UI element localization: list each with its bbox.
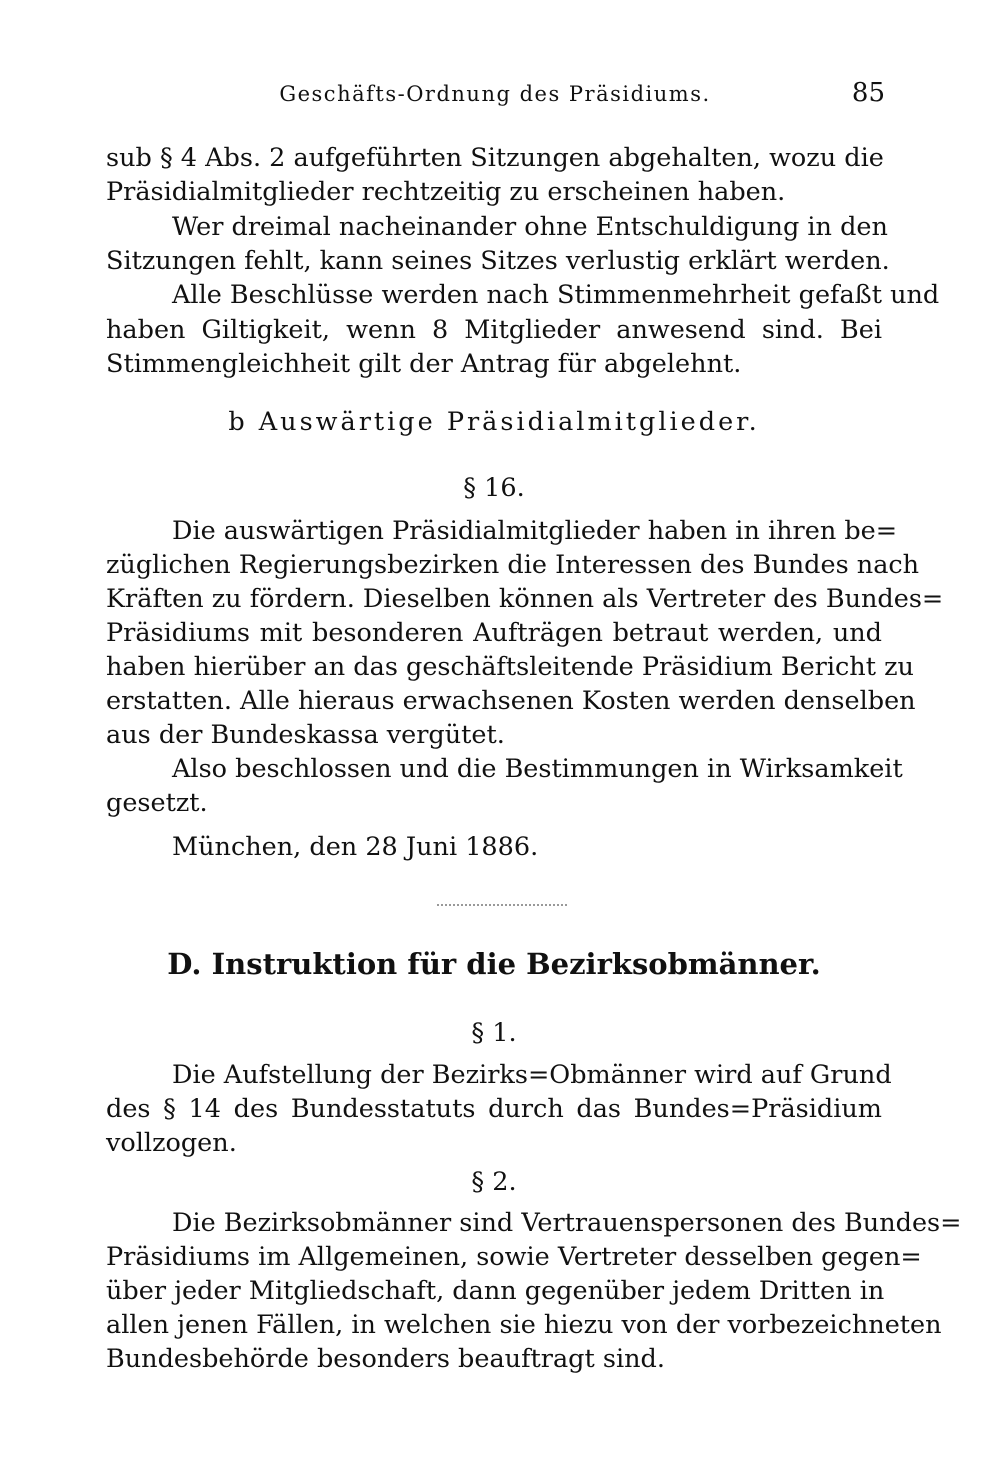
- text-line: allen jenen Fällen, in welchen sie hiezu von der vorbezeichneten: [106, 1310, 942, 1340]
- text-line: erstatten. Alle hieraus erwachsenen Kosten werden denselben: [106, 686, 916, 716]
- running-header: [105, 78, 885, 114]
- page-number: 85: [851, 78, 885, 108]
- text-line: Sitzungen fehlt, kann seines Sitzes verlustig erklärt werden.: [106, 246, 890, 276]
- text-line: gesetzt.: [106, 788, 208, 818]
- text-line: Kräften zu fördern. Dieselben können als Vertreter des Bundes=: [106, 584, 944, 614]
- paragraph-mark: § 1.: [471, 1018, 517, 1048]
- text-line: über jeder Mitgliedschaft, dann gegenüber jedem Dritten in: [106, 1276, 885, 1306]
- text-line: Alle Beschlüsse werden nach Stimmenmehrheit gefaßt und: [172, 280, 940, 310]
- paragraph-mark: § 2.: [471, 1167, 517, 1197]
- text-line: Wer dreimal nacheinander ohne Entschuldigung in den: [172, 212, 888, 242]
- text-line: haben hierüber an das geschäftsleitende Präsidium Bericht zu: [106, 652, 914, 682]
- text-line: Präsidiums mit besonderen Aufträgen betraut werden, und: [106, 618, 882, 648]
- subsection-heading: b Auswärtige Präsidialmitglieder.: [228, 407, 760, 437]
- text-line: Stimmengleichheit gilt der Antrag für abgelehnt.: [106, 349, 742, 379]
- text-line: haben Giltigkeit, wenn 8 Mitglieder anwesend sind. Bei: [106, 315, 882, 345]
- text-line: Präsidialmitglieder rechtzeitig zu erscheinen haben.: [106, 177, 786, 207]
- text-line: züglichen Regierungsbezirken die Interessen des Bundes nach: [106, 550, 920, 580]
- text-line: Die auswärtigen Präsidialmitglieder haben in ihren be=: [172, 516, 898, 546]
- text-line: Die Aufstellung der Bezirks=Obmänner wird auf Grund: [172, 1060, 892, 1090]
- text-line: des § 14 des Bundesstatuts durch das Bundes=Präsidium: [106, 1094, 882, 1124]
- running-title: Geschäfts-Ordnung des Präsidiums.: [279, 82, 711, 106]
- paragraph-mark: § 16.: [463, 473, 525, 503]
- text-line: Bundesbehörde besonders beauftragt sind.: [106, 1344, 665, 1374]
- text-line: vollzogen.: [106, 1128, 237, 1158]
- text-line: Die Bezirksobmänner sind Vertrauenspersonen des Bundes=: [172, 1208, 962, 1238]
- section-heading: D. Instruktion für die Bezirksobmänner.: [167, 947, 821, 981]
- section-divider: [437, 904, 567, 906]
- text-line: aus der Bundeskassa vergütet.: [106, 720, 505, 750]
- text-line: Also beschlossen und die Bestimmungen in Wirksamkeit: [172, 754, 903, 784]
- text-line: sub § 4 Abs. 2 aufgeführten Sitzungen abgehalten, wozu die: [106, 143, 884, 173]
- date-line: München, den 28 Juni 1886.: [172, 832, 539, 862]
- text-line: Präsidiums im Allgemeinen, sowie Vertreter desselben gegen=: [106, 1242, 922, 1272]
